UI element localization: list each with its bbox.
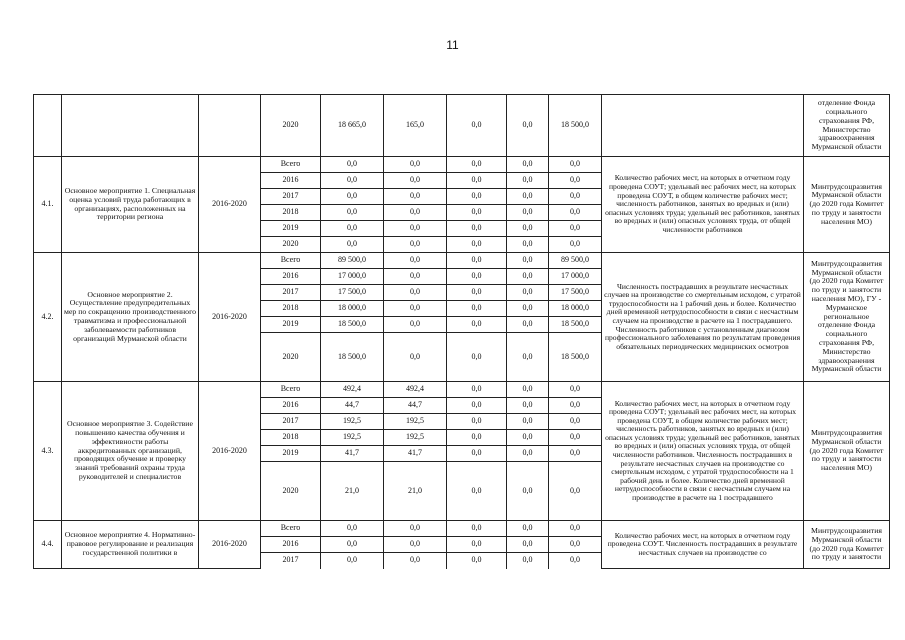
activity-number: 4.1. bbox=[34, 157, 62, 253]
total-amount-cell: 492,4 bbox=[321, 382, 384, 398]
municipal-budget-cell: 0,0 bbox=[507, 521, 549, 537]
activity-name: Основное мероприятие 2. Осуществление предупредительных мер по сокращению производственного травматизма и профессиональной заболеваемости работников организаций Мурманской области bbox=[62, 253, 199, 382]
federal-budget-cell: 0,0 bbox=[384, 301, 447, 317]
responsible-executor: отделение Фонда социального страхования РФ, Министерство здравоохранения Мурманской области bbox=[804, 95, 890, 157]
activity-period: 2016-2020 bbox=[199, 521, 261, 569]
municipal-budget-cell: 0,0 bbox=[507, 269, 549, 285]
indicator-description: Численность пострадавших в результате несчастных случаев на производстве со смертельным исходом, с утратой трудоспособности на 1 рабочий день и более. Количество дней временной нетрудоспособности в связи с несчастным случаем на производстве в расчете на 1 пострадавшего. Численность работников с установленным диагнозом профессионального заболевания по результатам проведения обязательных периодических медицинских осмотров bbox=[602, 253, 804, 382]
total-amount-cell: 0,0 bbox=[321, 173, 384, 189]
page-number: 11 bbox=[446, 38, 459, 52]
federal-budget-cell: 21,0 bbox=[384, 462, 447, 521]
year-cell: 2016 bbox=[261, 173, 321, 189]
municipal-budget-cell: 0,0 bbox=[507, 317, 549, 333]
regional-budget-cell: 0,0 bbox=[447, 521, 507, 537]
other-sources-cell: 0,0 bbox=[549, 205, 602, 221]
other-sources-cell: 0,0 bbox=[549, 414, 602, 430]
federal-budget-cell: 0,0 bbox=[384, 189, 447, 205]
federal-budget-cell: 0,0 bbox=[384, 553, 447, 569]
municipal-budget-cell: 0,0 bbox=[507, 414, 549, 430]
municipal-budget-cell: 0,0 bbox=[507, 430, 549, 446]
program-activities-table bbox=[33, 94, 890, 569]
total-amount-cell: 192,5 bbox=[321, 430, 384, 446]
municipal-budget-cell: 0,0 bbox=[507, 205, 549, 221]
year-cell: 2017 bbox=[261, 414, 321, 430]
activity-period: 2016-2020 bbox=[199, 382, 261, 521]
federal-budget-cell: 41,7 bbox=[384, 446, 447, 462]
activity-period: 2016-2020 bbox=[199, 157, 261, 253]
activity-name bbox=[62, 95, 199, 157]
table-body bbox=[34, 95, 890, 569]
other-sources-cell: 0,0 bbox=[549, 537, 602, 553]
year-cell: 2019 bbox=[261, 446, 321, 462]
year-cell: Всего bbox=[261, 253, 321, 269]
municipal-budget-cell: 0,0 bbox=[507, 537, 549, 553]
total-amount-cell: 0,0 bbox=[321, 553, 384, 569]
federal-budget-cell: 165,0 bbox=[384, 95, 447, 157]
total-amount-cell: 21,0 bbox=[321, 462, 384, 521]
activity-number bbox=[34, 95, 62, 157]
year-cell: Всего bbox=[261, 521, 321, 537]
regional-budget-cell: 0,0 bbox=[447, 285, 507, 301]
federal-budget-cell: 0,0 bbox=[384, 317, 447, 333]
year-cell: 2018 bbox=[261, 205, 321, 221]
total-amount-cell: 0,0 bbox=[321, 537, 384, 553]
federal-budget-cell: 492,4 bbox=[384, 382, 447, 398]
regional-budget-cell: 0,0 bbox=[447, 446, 507, 462]
total-amount-cell: 18 000,0 bbox=[321, 301, 384, 317]
other-sources-cell: 89 500,0 bbox=[549, 253, 602, 269]
year-cell: 2017 bbox=[261, 285, 321, 301]
year-cell: Всего bbox=[261, 157, 321, 173]
regional-budget-cell: 0,0 bbox=[447, 537, 507, 553]
activity-period bbox=[199, 95, 261, 157]
other-sources-cell: 18 500,0 bbox=[549, 333, 602, 382]
total-amount-cell: 0,0 bbox=[321, 221, 384, 237]
municipal-budget-cell: 0,0 bbox=[507, 157, 549, 173]
other-sources-cell: 0,0 bbox=[549, 462, 602, 521]
other-sources-cell: 18 000,0 bbox=[549, 301, 602, 317]
other-sources-cell: 17 500,0 bbox=[549, 285, 602, 301]
activity-name: Основное мероприятие 3. Содействие повышению качества обучения и эффективности работы аккредитованных организаций, проводящих обучение и проверку знаний требований охраны труда руководителей и специалистов bbox=[62, 382, 199, 521]
federal-budget-cell: 0,0 bbox=[384, 333, 447, 382]
federal-budget-cell: 0,0 bbox=[384, 537, 447, 553]
regional-budget-cell: 0,0 bbox=[447, 301, 507, 317]
federal-budget-cell: 0,0 bbox=[384, 173, 447, 189]
municipal-budget-cell: 0,0 bbox=[507, 446, 549, 462]
regional-budget-cell: 0,0 bbox=[447, 398, 507, 414]
municipal-budget-cell: 0,0 bbox=[507, 301, 549, 317]
federal-budget-cell: 0,0 bbox=[384, 157, 447, 173]
regional-budget-cell: 0,0 bbox=[447, 269, 507, 285]
year-cell: 2020 bbox=[261, 95, 321, 157]
table-row bbox=[34, 521, 890, 537]
table-row bbox=[34, 253, 890, 269]
activity-number: 4.3. bbox=[34, 382, 62, 521]
activity-number: 4.2. bbox=[34, 253, 62, 382]
other-sources-cell: 0,0 bbox=[549, 430, 602, 446]
other-sources-cell: 0,0 bbox=[549, 157, 602, 173]
other-sources-cell: 0,0 bbox=[549, 521, 602, 537]
municipal-budget-cell: 0,0 bbox=[507, 553, 549, 569]
year-cell: 2020 bbox=[261, 462, 321, 521]
federal-budget-cell: 0,0 bbox=[384, 269, 447, 285]
activity-number: 4.4. bbox=[34, 521, 62, 569]
indicator-description: Количество рабочих мест, на которых в отчетном году проведена СОУТ; удельный вес рабочих мест, на которых проведена СОУТ, в общем количестве рабочих мест; численность работников, занятых во вредных и (или) опасных условиях труда; удельный вес работников, занятых во вредных и (или) опасных условиях труда, от общей численности работников. Численность пострадавших в результате несчастных случаев на производстве со смертельным исходом, с утратой трудоспособности на 1 рабочий день и более. Количество дней временной нетрудоспособности в связи с несчастным случаем на производстве в расчете на 1 пострадавшего bbox=[602, 382, 804, 521]
total-amount-cell: 0,0 bbox=[321, 237, 384, 253]
municipal-budget-cell: 0,0 bbox=[507, 253, 549, 269]
responsible-executor: Минтрудсоцразвития Мурманской области (до 2020 года Комитет по труду и занятости bbox=[804, 521, 890, 569]
regional-budget-cell: 0,0 bbox=[447, 189, 507, 205]
total-amount-cell: 0,0 bbox=[321, 189, 384, 205]
municipal-budget-cell: 0,0 bbox=[507, 462, 549, 521]
other-sources-cell: 18 500,0 bbox=[549, 317, 602, 333]
municipal-budget-cell: 0,0 bbox=[507, 95, 549, 157]
regional-budget-cell: 0,0 bbox=[447, 205, 507, 221]
other-sources-cell: 0,0 bbox=[549, 237, 602, 253]
federal-budget-cell: 44,7 bbox=[384, 398, 447, 414]
total-amount-cell: 17 500,0 bbox=[321, 285, 384, 301]
responsible-executor: Минтрудсоцразвития Мурманской области (до 2020 года Комитет по труду и занятости населения МО), ГУ - Мурманское региональное отделение Фонда социального страхования РФ, Министерство здравоохранения Мурманской области bbox=[804, 253, 890, 382]
municipal-budget-cell: 0,0 bbox=[507, 173, 549, 189]
total-amount-cell: 18 500,0 bbox=[321, 333, 384, 382]
indicator-description bbox=[602, 95, 804, 157]
regional-budget-cell: 0,0 bbox=[447, 462, 507, 521]
total-amount-cell: 89 500,0 bbox=[321, 253, 384, 269]
federal-budget-cell: 0,0 bbox=[384, 521, 447, 537]
federal-budget-cell: 192,5 bbox=[384, 430, 447, 446]
other-sources-cell: 0,0 bbox=[549, 173, 602, 189]
other-sources-cell: 0,0 bbox=[549, 189, 602, 205]
total-amount-cell: 41,7 bbox=[321, 446, 384, 462]
responsible-executor: Минтрудсоцразвития Мурманской области (до 2020 года Комитет по труду и занятости населения МО) bbox=[804, 382, 890, 521]
year-cell: 2018 bbox=[261, 301, 321, 317]
municipal-budget-cell: 0,0 bbox=[507, 221, 549, 237]
year-cell: Всего bbox=[261, 382, 321, 398]
federal-budget-cell: 0,0 bbox=[384, 221, 447, 237]
regional-budget-cell: 0,0 bbox=[447, 221, 507, 237]
municipal-budget-cell: 0,0 bbox=[507, 382, 549, 398]
year-cell: 2017 bbox=[261, 553, 321, 569]
total-amount-cell: 0,0 bbox=[321, 157, 384, 173]
other-sources-cell: 0,0 bbox=[549, 553, 602, 569]
federal-budget-cell: 0,0 bbox=[384, 253, 447, 269]
year-cell: 2019 bbox=[261, 317, 321, 333]
year-cell: 2020 bbox=[261, 237, 321, 253]
regional-budget-cell: 0,0 bbox=[447, 173, 507, 189]
other-sources-cell: 0,0 bbox=[549, 221, 602, 237]
table-row bbox=[34, 157, 890, 173]
activity-name: Основное мероприятие 4. Нормативно-правовое регулирование и реализация государственной политики в bbox=[62, 521, 199, 569]
total-amount-cell: 0,0 bbox=[321, 521, 384, 537]
other-sources-cell: 18 500,0 bbox=[549, 95, 602, 157]
activity-period: 2016-2020 bbox=[199, 253, 261, 382]
total-amount-cell: 0,0 bbox=[321, 205, 384, 221]
regional-budget-cell: 0,0 bbox=[447, 95, 507, 157]
municipal-budget-cell: 0,0 bbox=[507, 333, 549, 382]
regional-budget-cell: 0,0 bbox=[447, 157, 507, 173]
regional-budget-cell: 0,0 bbox=[447, 382, 507, 398]
regional-budget-cell: 0,0 bbox=[447, 253, 507, 269]
table-row bbox=[34, 382, 890, 398]
total-amount-cell: 192,5 bbox=[321, 414, 384, 430]
regional-budget-cell: 0,0 bbox=[447, 414, 507, 430]
year-cell: 2019 bbox=[261, 221, 321, 237]
federal-budget-cell: 0,0 bbox=[384, 237, 447, 253]
other-sources-cell: 0,0 bbox=[549, 398, 602, 414]
regional-budget-cell: 0,0 bbox=[447, 333, 507, 382]
total-amount-cell: 18 665,0 bbox=[321, 95, 384, 157]
municipal-budget-cell: 0,0 bbox=[507, 237, 549, 253]
federal-budget-cell: 192,5 bbox=[384, 414, 447, 430]
other-sources-cell: 0,0 bbox=[549, 446, 602, 462]
year-cell: 2016 bbox=[261, 398, 321, 414]
total-amount-cell: 17 000,0 bbox=[321, 269, 384, 285]
year-cell: 2018 bbox=[261, 430, 321, 446]
table-row bbox=[34, 95, 890, 157]
year-cell: 2020 bbox=[261, 333, 321, 382]
year-cell: 2016 bbox=[261, 537, 321, 553]
federal-budget-cell: 0,0 bbox=[384, 285, 447, 301]
indicator-description: Количество рабочих мест, на которых в отчетном году проведена СОУТ; удельный вес рабочих мест, на которых проведена СОУТ, в общем количестве рабочих мест; численность работников, занятых во вредных и (или) опасных условиях труда; удельный вес работников, занятых во вредных и (или) опасных условиях труда, от общей численности работников bbox=[602, 157, 804, 253]
year-cell: 2016 bbox=[261, 269, 321, 285]
other-sources-cell: 17 000,0 bbox=[549, 269, 602, 285]
municipal-budget-cell: 0,0 bbox=[507, 285, 549, 301]
municipal-budget-cell: 0,0 bbox=[507, 398, 549, 414]
indicator-description: Количество рабочих мест, на которых в отчетном году проведена СОУТ. Численность пострадавших в результате несчастных случаев на производстве со bbox=[602, 521, 804, 569]
municipal-budget-cell: 0,0 bbox=[507, 189, 549, 205]
regional-budget-cell: 0,0 bbox=[447, 553, 507, 569]
regional-budget-cell: 0,0 bbox=[447, 237, 507, 253]
total-amount-cell: 44,7 bbox=[321, 398, 384, 414]
responsible-executor: Минтрудсоцразвития Мурманской области (до 2020 года Комитет по труду и занятости населения МО) bbox=[804, 157, 890, 253]
total-amount-cell: 18 500,0 bbox=[321, 317, 384, 333]
regional-budget-cell: 0,0 bbox=[447, 317, 507, 333]
year-cell: 2017 bbox=[261, 189, 321, 205]
activity-name: Основное мероприятие 1. Специальная оценка условий труда работающих в организациях, расположенных на территории региона bbox=[62, 157, 199, 253]
other-sources-cell: 0,0 bbox=[549, 382, 602, 398]
regional-budget-cell: 0,0 bbox=[447, 430, 507, 446]
federal-budget-cell: 0,0 bbox=[384, 205, 447, 221]
